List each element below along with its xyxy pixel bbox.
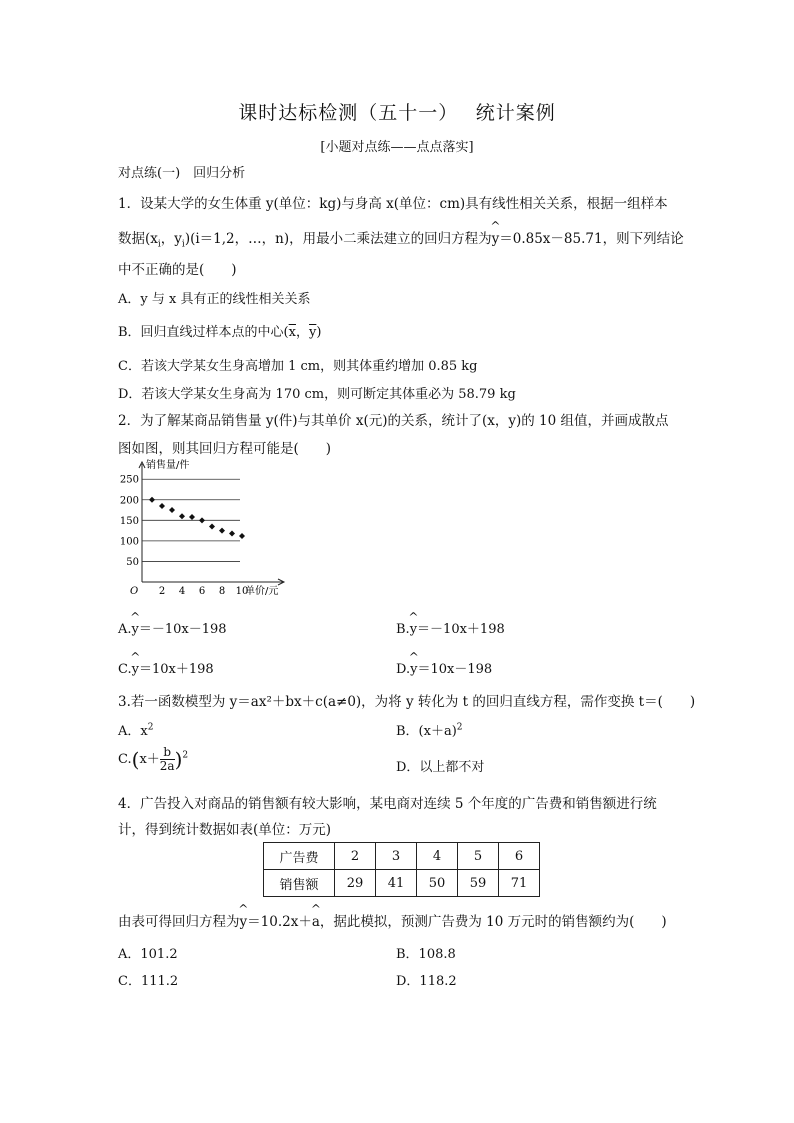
q3-option-a: A．$x^2$ [118,722,154,739]
y-tick-label: 200 [119,495,139,507]
q2-option-c: C.^ y＝10x＋198 [118,658,214,677]
q1-option-a: A．y 与 x 具有正的线性相关关系 [118,292,311,307]
q1-option-d: D．若该大学某女生身高为 170 cm，则可断定其体重必为 58.79 kg [118,387,516,402]
q4-line2: 计，得到统计数据如表(单位：万元) [118,822,332,838]
table-row [264,843,540,870]
data-point [169,507,175,513]
y-axis-label: 销售量/件 [146,460,190,471]
x-tick-label: 4 [178,586,186,597]
table-cell: 71 [499,870,540,897]
q1-line3: 中不正确的是( ) [118,262,237,278]
q1-line2: 数据($x_i$，$y_i)(i=1,2$，…，n)，用最小二乘法建立的回归方程为^ y＝0.85x－85.71，则下列结论 [118,227,684,250]
q2-option-a: A.^ y＝－10x－198 [118,618,227,637]
q3-line1: 3.若一函数模型为 y＝ax²＋bx＋c(a≠0)，为将 y 转化为 t 的回归直线方程，需作变换 t＝( ) [118,694,696,710]
data-point [219,528,225,534]
table-cell: 2 [335,843,376,870]
table-cell: 6 [499,843,540,870]
y-hat: ^ y [492,231,500,247]
y-tick-label: 150 [119,515,139,527]
q1-option-c: C．若该大学某女生身高增加 1 cm，则其体重约增加 0.85 kg [118,359,478,374]
data-point [159,503,165,509]
y-bar: $\overline{y}$ [309,325,317,340]
x-axis-label: 单价/元 [245,586,279,597]
q4-option-a: A．101.2 [118,947,178,962]
table-cell: 29 [335,870,376,897]
q1-line1: 1．设某大学的女生体重 y(单位：kg)与身高 x(单位：cm)具有线性相关关系，根据一组样本 [118,196,668,212]
q3-option-b: B．$(x+a)^2$ [396,722,463,739]
q4-line1: 4．广告投入对商品的销售额有较大影响，某电商对连续 5 个年度的广告费和销售额进行统 [118,796,657,812]
data-point [229,530,235,536]
data-table [263,842,540,897]
section-heading: 对点练(一) 回归分析 [118,166,246,181]
page-subtitle: [小题对点练——点点落实] [320,140,474,155]
table-cell: 4 [417,843,458,870]
q2-line1: 2．为了解某商品销售量 y(件)与其单价 x(元)的关系，统计了(x，y)的 10 组值，并画成散点 [118,413,669,429]
q4-option-c: C．111.2 [118,974,179,989]
y-tick-label: 250 [119,474,139,486]
page-title: 课时达标检测（五十一） 统计案例 [238,102,556,124]
data-point [189,514,195,520]
x-bar: $\overline{x}$ [288,325,296,340]
x-tick-label: 6 [198,586,206,597]
q2-line2: 图如图，则其回归方程可能是( ) [118,441,332,457]
q3-option-d: D．以上都不对 [396,760,485,775]
x-tick-label: 2 [158,586,166,597]
q2-option-b: B.^ y＝－10x＋198 [396,618,505,637]
x-tick-label: 8 [218,586,226,597]
q1-option-b: B．回归直线过样本点的中心($\overline{x}$，$\overline{y}$) [118,325,322,340]
table-cell: 3 [376,843,417,870]
scatter-chart [118,458,298,600]
table-cell: 50 [417,870,458,897]
data-point [239,533,245,539]
y-tick-label: 50 [126,556,139,568]
origin-label: O [130,586,139,597]
data-point [179,513,185,519]
data-point [199,517,205,523]
table-cell: 59 [458,870,499,897]
table-cell: 5 [458,843,499,870]
q2-option-d: D.^ y＝10x－198 [396,658,492,677]
table-cell: 41 [376,870,417,897]
y-tick-label: 100 [119,536,139,548]
q4-option-b: B．108.8 [396,947,456,962]
q4-line3: 由表可得回归方程为^ y＝10.2x＋^ a，据此模拟，预测广告费为 10 万元时的销售额约为( ) [118,910,667,930]
q3-option-c: C.(x＋ $\frac{b}{2a}$ )$^2$ [118,745,189,773]
table-row [264,870,540,897]
q4-option-d: D．118.2 [396,974,457,989]
table-cell: 销售额 [264,870,335,897]
data-point [149,497,155,503]
table-cell: 广告费 [264,843,335,870]
data-point [209,524,215,530]
x-tick-label: 10 [235,586,249,597]
